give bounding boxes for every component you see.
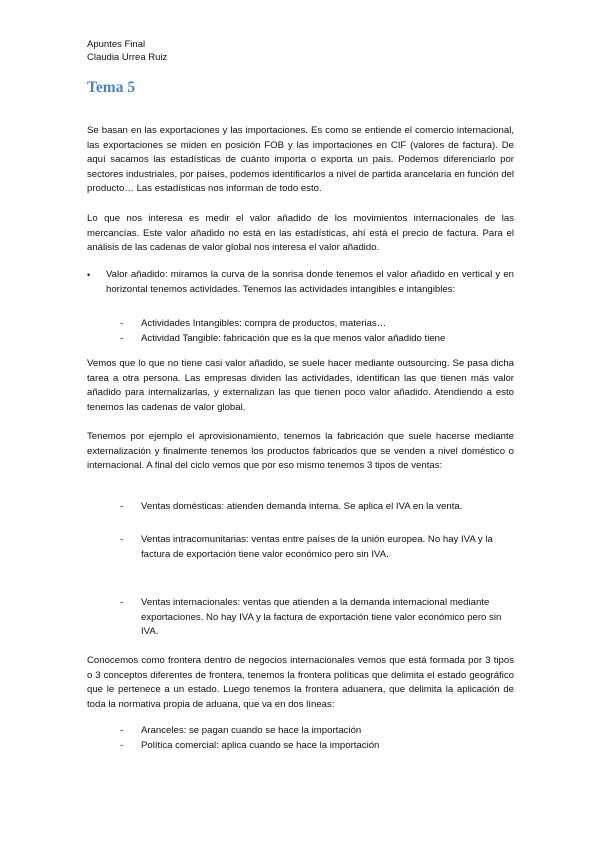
header-course: Apuntes Final: [87, 39, 146, 50]
header-author: Claudia Urrea Ruiz: [87, 51, 168, 63]
dash-icon: -: [120, 501, 124, 512]
list-item: Aranceles: se pagan cuando se hace la importación: [141, 725, 362, 736]
dash-icon: -: [120, 534, 124, 545]
list-item: Actividades Intangibles: compra de productos, materias…: [141, 318, 387, 329]
paragraph-outsourcing: Vemos que lo que no tiene casi valor añadido, se suele hacer mediante outsourcing. Se pasa dicha tarea a otra persona. Las empresas dividen las actividades, identifican las que tienen más valor añadido para internalizarlas, y externalizan las que tienen poco valor añadido. Atendiendo a esto tenemos las cadenas de valor global.: [87, 358, 514, 413]
dash-icon: -: [120, 597, 124, 608]
list-item: Política comercial: aplica cuando se hace la importación: [141, 740, 380, 751]
dash-icon: -: [120, 725, 124, 736]
paragraph-border: Conocemos como frontera dentro de negocios internacionales vemos que está formada por 3 tipos o 3 conceptos diferentes de frontera, tenemos la frontera políticas que delimita el estado geográfico que le pertenece a un estado. Luego tenemos la frontera aduanera, que delimita la aplicación de toda la normativa propia de aduana, que va en dos líneas:: [87, 655, 514, 710]
paragraph-intro: Se basan en las exportaciones y las importaciones. Es como se entiende el comercio internacional, las exportaciones se miden en posición FOB y las importaciones en CIF (valores de factura). De aquí sacamos las estadísticas de cuánto importa o exporta un país. Podemos diferenciarlo por sectores industriales, por países, podemos identificarlos a nivel de partida arancelaria en función del producto… Las estadísticas nos informan de todo esto.: [87, 125, 514, 195]
list-item: Actividad Tangible: fabricación que es la que menos valor añadido tiene: [141, 333, 446, 344]
paragraph-supply: Tenemos por ejemplo el aprovisionamiento, tenemos la fabricación que suele hacerse mediante externalización y finalmente tenemos los productos fabricados que se venden a nivel doméstico o internacional. A final del ciclo vemos que por eso mismo tenemos 3 tipos de ventas:: [87, 431, 514, 472]
paragraph-value-added: Lo que nos interesa es medir el valor añadido de los movimientos internacionales de las mercancías. Este valor añadido no está en las estadísticas, ahí está el precio de factura. Para el análisis de las cadenas de valor global nos interesa el valor añadido.: [87, 213, 514, 254]
dash-icon: -: [120, 318, 124, 329]
dash-icon: -: [120, 333, 124, 344]
list-item: Ventas intracomunitarias: ventas entre países de la unión europea. No hay IVA y la factura de exportación tiene valor económico pero sin IVA.: [141, 534, 493, 560]
section-title: Tema 5: [87, 79, 136, 96]
page-header: [87, 39, 167, 64]
dash-icon: -: [120, 740, 124, 751]
list-item: Ventas internacionales: ventas que atienden a la demanda internacional mediante exportaciones. No hay IVA y la factura de exportación tiene valor económico pero sin IVA.: [141, 597, 502, 638]
bullet-dot-icon: •: [87, 270, 91, 280]
list-item: Ventas domésticas: atienden demanda interna. Se aplica el IVA en la venta.: [141, 501, 463, 512]
bullet-item: [87, 268, 514, 297]
bullet-text: Valor añadido: miramos la curva de la sonrisa donde tenemos el valor añadido en vertical y en horizontal tenemos actividades. Tenemos las actividades intangibles e intangibles:: [106, 269, 514, 295]
